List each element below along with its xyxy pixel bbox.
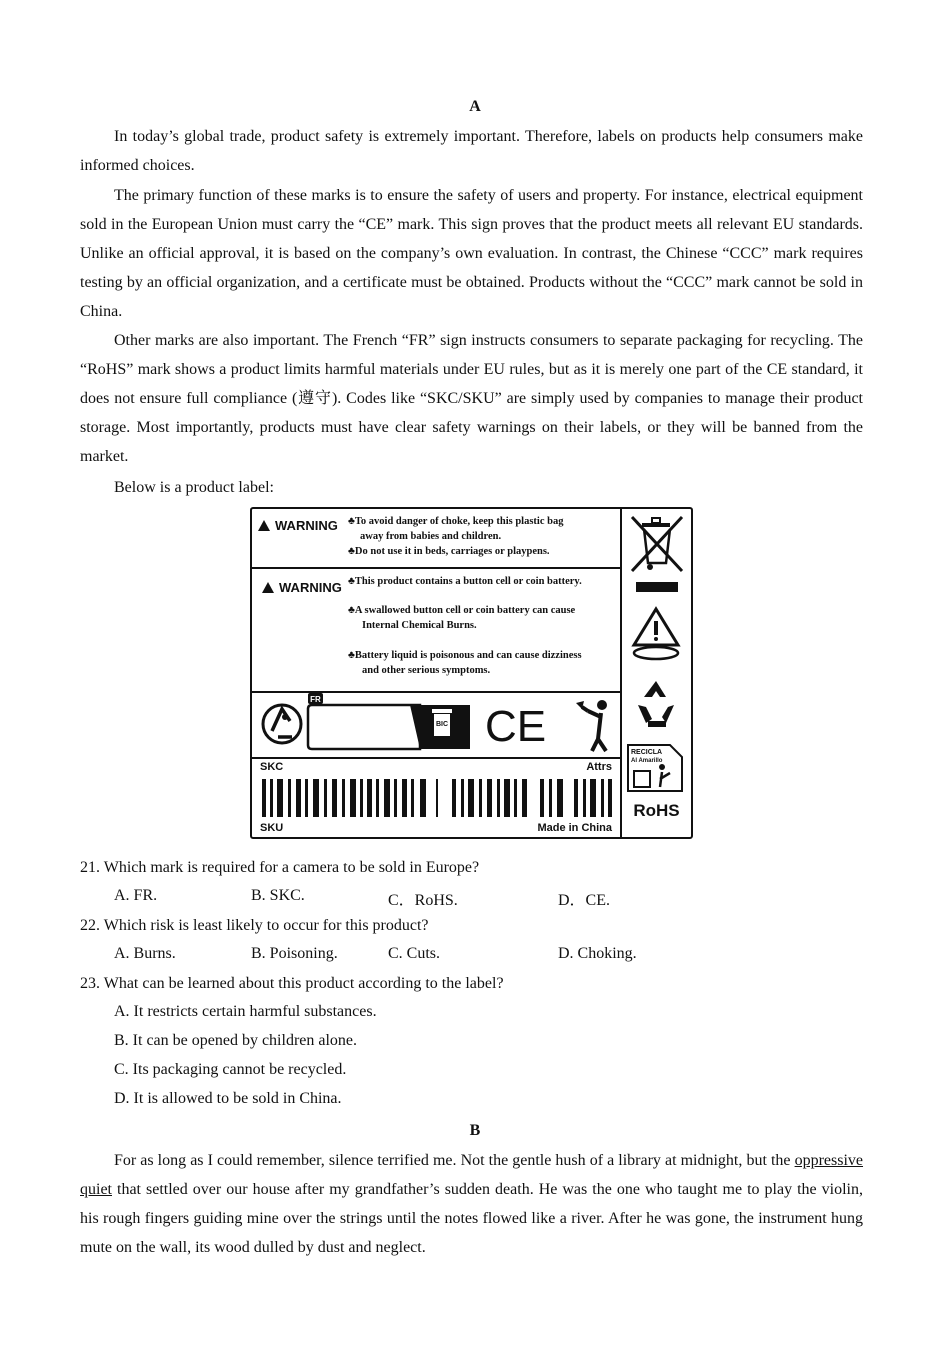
q22-option-b[interactable]: B. Poisoning. bbox=[251, 945, 338, 962]
recycle-icon bbox=[638, 681, 674, 727]
product-label bbox=[250, 507, 693, 839]
q21-option-a[interactable]: A. FR. bbox=[114, 887, 158, 904]
warning-2-line-4: ♣Battery liquid is poisonous and can cause dizziness bbox=[348, 650, 582, 661]
made-in-label: Made in China bbox=[537, 822, 612, 834]
warning-2-line-5: and other serious symptoms. bbox=[362, 665, 491, 676]
question-21-options bbox=[114, 887, 854, 907]
warning-block-2 bbox=[252, 567, 620, 693]
q22-option-c[interactable]: C. Cuts. bbox=[388, 945, 441, 962]
warning-2-title: WARNING bbox=[262, 580, 342, 595]
q23-option-c[interactable]: C. Its packaging cannot be recycled. bbox=[114, 1061, 347, 1078]
fr-tag-text: FR bbox=[310, 695, 321, 704]
barcode-bars bbox=[262, 779, 612, 817]
section-a-title: A bbox=[469, 98, 481, 115]
q23-option-a[interactable]: A. It restricts certain harmful substances. bbox=[114, 1003, 377, 1020]
section-b-title: B bbox=[469, 1122, 481, 1139]
warning-triangle-icon bbox=[258, 520, 270, 531]
paragraph-1: In today’s global trade, product safety is extremely important. Therefore, labels on products help consumers make informed choices. bbox=[80, 128, 863, 174]
bin-label: BIC bbox=[435, 721, 449, 728]
warning-1-line-2: away from babies and children. bbox=[360, 531, 502, 542]
paragraph-2: The primary function of these marks is to ensure the safety of users and property. For instance, electrical equipment sold in the European Union must carry the “CE” mark. This sign proves that the product meets all relevant EU standards. Unlike an official approval, it is based on the company’s own evaluation. In contrast, the Chinese “CCC” mark requires testing by an official organization, and a certificate must be obtained. Products without the “CCC” mark cannot be sold in China. bbox=[80, 187, 863, 320]
question-22: 22. Which risk is least likely to occur for this product? bbox=[80, 917, 429, 934]
recicla-icon bbox=[628, 745, 682, 791]
recicla-sub-text: Al Amarillo bbox=[631, 758, 663, 764]
paragraph-4: Below is a product label: bbox=[114, 479, 274, 496]
warning-1-title: WARNING bbox=[258, 518, 338, 533]
tidyman-icon bbox=[576, 700, 607, 751]
attrs-label: Attrs bbox=[586, 761, 612, 773]
symbol-row bbox=[252, 691, 620, 759]
question-21: 21. Which mark is required for a camera to be sold in Europe? bbox=[80, 859, 480, 876]
q23-option-b[interactable]: B. It can be opened by children alone. bbox=[114, 1032, 358, 1049]
barcode-svg bbox=[252, 775, 620, 819]
rohs-mark: RoHS bbox=[633, 801, 680, 820]
sku-label: SKU bbox=[260, 822, 284, 834]
warning-block-1 bbox=[252, 509, 620, 569]
warning-2-line-1: ♣This product contains a button cell or coin battery. bbox=[348, 576, 582, 587]
label-right-panel bbox=[622, 509, 691, 837]
q23-option-d[interactable]: D. It is allowed to be sold in China. bbox=[114, 1090, 342, 1107]
q21-option-c[interactable]: C．RoHS. bbox=[388, 892, 458, 909]
warning-triangle-icon bbox=[262, 582, 274, 593]
q21-option-b[interactable]: B. SKC. bbox=[251, 887, 305, 904]
skc-label: SKC bbox=[260, 761, 284, 773]
warning-2-line-3: Internal Chemical Burns. bbox=[362, 620, 477, 631]
barcode-area bbox=[252, 759, 620, 837]
label-left-panel bbox=[252, 509, 622, 837]
triman-icon bbox=[263, 705, 301, 743]
recicla-text: RECICLA bbox=[631, 749, 663, 756]
passage-b-paragraph: For as long as I could remember, silence terrified me. Not the gentle hush of a library at midnight, but the oppressive quiet that settled over our house after my grandfather’s sudden death. He was the one who taught me to play the violin, his rough fingers guiding mine over the strings until the notes flowed like a river. After he was gone, the instrument hung mute on the wall, its wood dulled by dust and neglect. bbox=[80, 1152, 864, 1256]
question-23: 23. What can be learned about this product according to the label? bbox=[80, 975, 504, 992]
warning-2-line-2: ♣A swallowed button cell or coin battery can cause bbox=[348, 605, 576, 616]
underlined-phrase: oppressive quiet bbox=[80, 1152, 864, 1198]
q22-option-a[interactable]: A. Burns. bbox=[114, 945, 176, 962]
crossed-bin-icon bbox=[632, 517, 682, 592]
battery-warning-icon bbox=[634, 609, 678, 659]
paragraph-3: Other marks are also important. The French “FR” sign instructs consumers to separate packaging for recycling. The “RoHS” mark shows a product limits harmful materials under EU rules, but as it is merely one part of the CE standard, it does not ensure full compliance (遵守). Codes like “SKC/SKU” are simply used by companies to manage their product storage. Most importantly, products must have clear safety warnings on their labels, or they will be banned from the market. bbox=[80, 332, 863, 465]
q22-option-d[interactable]: D. Choking. bbox=[558, 945, 637, 962]
question-22-options bbox=[114, 945, 854, 965]
info-box-outline bbox=[308, 705, 420, 749]
warning-1-line-1: ♣To avoid danger of choke, keep this plastic bag bbox=[348, 516, 564, 527]
ce-mark: CE bbox=[485, 702, 547, 751]
q21-option-d[interactable]: D．CE. bbox=[558, 892, 611, 909]
warning-1-line-3: ♣Do not use it in beds, carriages or playpens. bbox=[348, 546, 550, 557]
